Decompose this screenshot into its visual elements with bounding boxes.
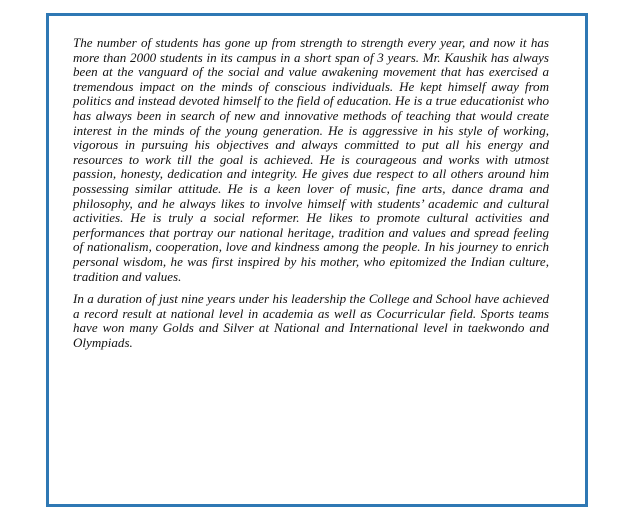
document-body — [73, 36, 549, 350]
paragraph-biography: The number of students has gone up from strength to strength every year, and now it has more than 2000 students in its campus in a short span of 3 years. Mr. Kaushik has always been at the vanguard of the social and value awakening movement that has exercised a tremendous impact on the minds of conscious individuals. He kept himself away from politics and instead devoted himself to the field of education. He is a true educationist who has always been in search of new and innovative methods of teaching that would create interest in the minds of the young generation. He is aggressive in his style of working, vigorous in pursuing his objectives and always committed to put all his energy and resources to work till the goal is achieved. He is courageous and works with utmost passion, honesty, dedication and integrity. He gives due respect to all others around him possessing similar attitude. He is a keen lover of music, fine arts, dance drama and philosophy, and he always likes to involve himself with students’ academic and cultural activities. He is truly a social reformer. He likes to promote cultural activities and performances that portray our national heritage, tradition and values and spread feeling of nationalism, cooperation, love and kindness among the people. In his journey to enrich personal wisdom, he was first inspired by his mother, who epitomized the Indian culture, tradition and values. — [73, 35, 549, 284]
paragraph-achievements: In a duration of just nine years under his leadership the College and School have achieved a record result at national level in academia as well as Cocurricular field. Sports teams have won many Golds and Silver at National and International level in taekwondo and Olympiads. — [73, 291, 549, 350]
